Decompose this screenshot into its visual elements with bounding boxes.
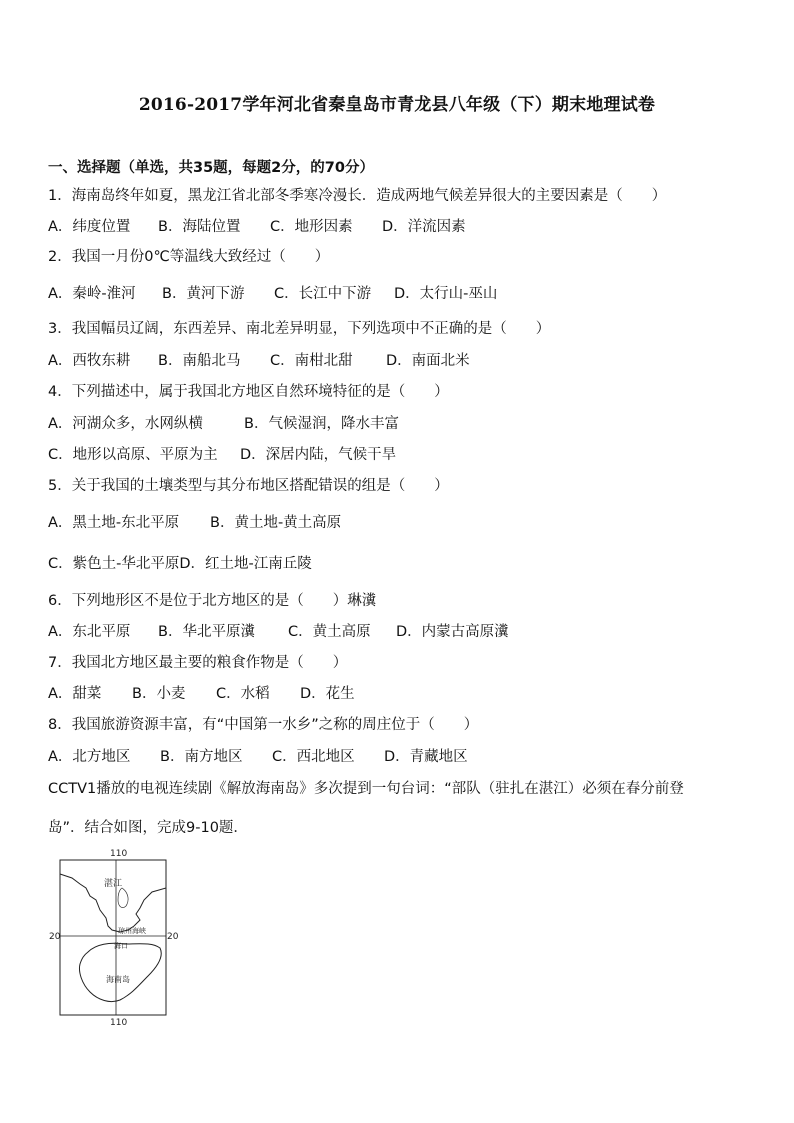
question-7-option-b: B．小麦 bbox=[132, 686, 186, 702]
page-title: 2016-2017学年河北省秦皇岛市青龙县八年级（下）期末地理试卷 bbox=[138, 95, 656, 115]
map-lon-top-label: 110 bbox=[110, 849, 128, 859]
question-5-option-a: A．黑土地-东北平原 bbox=[48, 515, 180, 531]
question-2-option-b: B．黄河下游 bbox=[162, 286, 245, 302]
question-3-option-a: A．西牧东耕 bbox=[48, 353, 131, 369]
map-label-strait: 琼州海峡 bbox=[118, 927, 146, 935]
hainan-map-figure bbox=[48, 848, 178, 1028]
question-8-option-b: B．南方地区 bbox=[160, 749, 243, 765]
question-5-options-row-2 bbox=[48, 554, 312, 574]
hainan-island-outline bbox=[79, 943, 161, 1001]
question-8-options bbox=[48, 747, 468, 767]
question-4-text: 4．下列描述中，属于我国北方地区自然环境特征的是（ ） bbox=[48, 384, 449, 400]
question-3-option-b: B．南船北马 bbox=[158, 353, 241, 369]
question-5-text: 5．关于我国的土壤类型与其分布地区搭配错误的组是（ ） bbox=[48, 478, 449, 494]
question-6-option-d: D．内蒙古高原瀵 bbox=[396, 624, 509, 640]
question-1-option-b: B．海陆位置 bbox=[158, 219, 241, 235]
map-label-island: 海南岛 bbox=[106, 975, 130, 984]
section-heading: 一、选择题（单选，共35题，每题2分，的70分） bbox=[48, 160, 374, 176]
question-8-option-c: C．西北地区 bbox=[272, 749, 355, 765]
question-6-text: 6．下列地形区不是位于北方地区的是（ ） bbox=[48, 593, 348, 609]
mainland-outline bbox=[60, 860, 166, 932]
question-8-text: 8．我国旅游资源丰富，有“中国第一水乡”之称的周庄位于（ ） bbox=[48, 717, 479, 733]
question-4-option-b: B．气候湿润，降水丰富 bbox=[244, 416, 399, 432]
question-3-text: 3．我国幅员辽阔，东西差异、南北差异明显，下列选项中不正确的是（ ） bbox=[48, 321, 551, 337]
question-4-option-a: A．河湖众多，水网纵横 bbox=[48, 416, 203, 432]
question-5-options-row-1 bbox=[48, 513, 341, 533]
hainan-map-svg bbox=[48, 848, 178, 1028]
question-2-options bbox=[48, 284, 497, 304]
question-7-text: 7．我国北方地区最主要的粮食作物是（ ） bbox=[48, 655, 348, 671]
map-lon-bottom-label: 110 bbox=[110, 1018, 128, 1028]
question-5-option-b: B．黄土地-黄土高原 bbox=[210, 515, 342, 531]
question-6-line bbox=[48, 591, 376, 611]
map-lat-left-label: 20 bbox=[49, 932, 61, 942]
question-6-extra: 琳瀵 bbox=[347, 593, 377, 609]
question-4-option-c: C．地形以高原、平原为主 bbox=[48, 447, 218, 463]
map-lat-right-label: 20 bbox=[167, 932, 178, 942]
question-3-options bbox=[48, 351, 470, 371]
question-6-option-a: A．东北平原 bbox=[48, 624, 131, 640]
question-6-options bbox=[48, 622, 509, 642]
question-3-option-d: D．南面北米 bbox=[386, 353, 470, 369]
question-2-text: 2．我国一月份0℃等温线大致经过（ ） bbox=[48, 249, 330, 265]
question-3-option-c: C．南柑北甜 bbox=[270, 353, 353, 369]
question-1-options bbox=[48, 217, 466, 237]
map-label-zhanjiang: 湛江 bbox=[104, 879, 123, 889]
question-2-option-d: D．太行山-巫山 bbox=[394, 286, 498, 302]
question-7-option-a: A．甜菜 bbox=[48, 686, 102, 702]
question-1-option-d: D．洋流因素 bbox=[382, 219, 466, 235]
question-7-option-c: C．水稻 bbox=[216, 686, 270, 702]
question-7-options bbox=[48, 684, 355, 704]
question-4-option-d: D．深居内陆，气候干旱 bbox=[240, 447, 397, 463]
question-1-text: 1．海南岛终年如夏，黑龙江省北部冬季寒冷漫长．造成两地气候差异很大的主要因素是（ ） bbox=[48, 188, 667, 204]
question-2-option-c: C．长江中下游 bbox=[274, 286, 372, 302]
question-5-option-c: C．紫色土-华北平原 bbox=[48, 556, 180, 572]
question-2-option-a: A．秦岭-淮河 bbox=[48, 286, 136, 302]
question-4-options-row-2 bbox=[48, 445, 396, 465]
question-4-options-row-1 bbox=[48, 414, 399, 434]
passage-line-1: CCTV1播放的电视连续剧《解放海南岛》多次提到一句台词：“部队（驻扎在湛江）必须在春分前登 bbox=[48, 781, 684, 797]
question-6-option-b: B．华北平原瀵 bbox=[158, 624, 255, 640]
question-7-option-d: D．花生 bbox=[300, 686, 355, 702]
question-8-option-a: A．北方地区 bbox=[48, 749, 131, 765]
question-8-option-d: D．青藏地区 bbox=[384, 749, 468, 765]
passage-line-2: 岛”．结合如图，完成9-10题． bbox=[48, 820, 248, 836]
question-6-option-c: C．黄土高原 bbox=[288, 624, 371, 640]
bay-outline bbox=[118, 888, 128, 908]
question-5-option-d: D．红土地-江南丘陵 bbox=[179, 556, 312, 572]
map-label-haikou: 海口 bbox=[114, 942, 128, 950]
question-1-option-a: A．纬度位置 bbox=[48, 219, 131, 235]
question-1-option-c: C．地形因素 bbox=[270, 219, 353, 235]
